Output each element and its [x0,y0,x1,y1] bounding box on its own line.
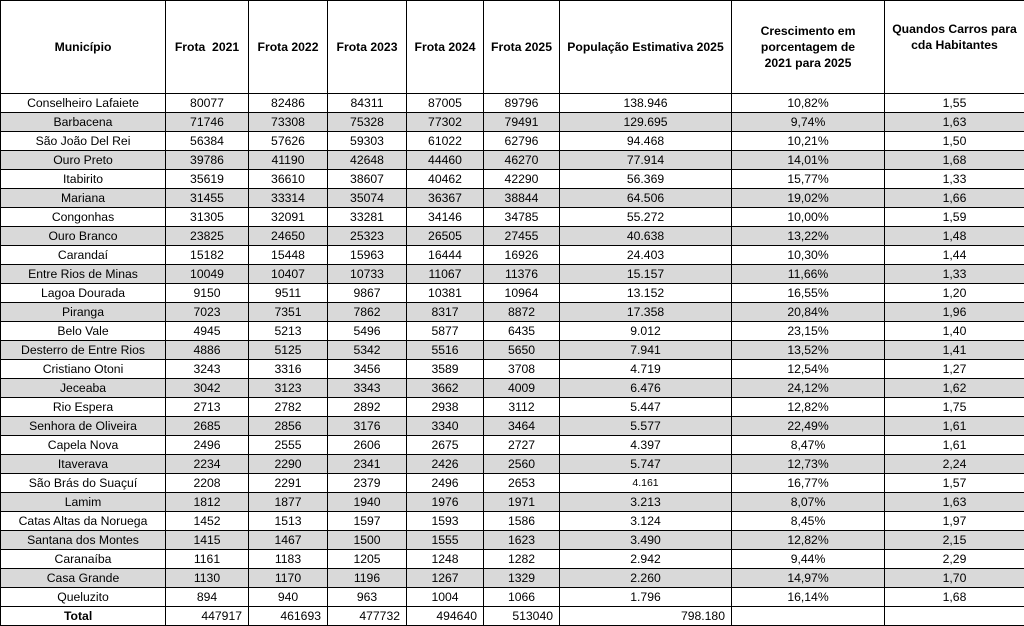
cell-frota-2021: 9150 [166,284,249,303]
cell-crescimento: 14,01% [732,151,885,170]
header-frota-2023: Frota 2023 [328,1,407,94]
cell-frota-2022: 5125 [249,341,328,360]
cell-carros-por-habitante: 1,96 [885,303,1024,322]
cell-populacao: 3.124 [560,512,732,531]
cell-crescimento: 14,97% [732,569,885,588]
cell-crescimento: 10,21% [732,132,885,151]
cell-crescimento: 10,30% [732,246,885,265]
cell-frota-2024: 3589 [407,360,484,379]
cell-carros-por-habitante: 1,59 [885,208,1024,227]
cell-municipio: Lagoa Dourada [1,284,166,303]
cell-populacao: 4.161 [560,474,732,493]
cell-frota-2022: 9511 [249,284,328,303]
cell-frota-2025: 10964 [484,284,560,303]
cell-carros-por-habitante: 2,24 [885,455,1024,474]
cell-frota-2024: 2426 [407,455,484,474]
cell-frota-2022: 41190 [249,151,328,170]
cell-populacao: 55.272 [560,208,732,227]
cell-frota-2023: 25323 [328,227,407,246]
cell-frota-2023: 59303 [328,132,407,151]
cell-frota-2023: 2341 [328,455,407,474]
cell-populacao: 2.260 [560,569,732,588]
cell-frota-2022: 15448 [249,246,328,265]
table-row [1,132,1024,151]
cell-frota-2022: 2290 [249,455,328,474]
total-frota-2021: 447917 [166,607,249,626]
table-row [1,284,1024,303]
cell-frota-2025: 38844 [484,189,560,208]
cell-crescimento: 13,52% [732,341,885,360]
cell-municipio: Ouro Branco [1,227,166,246]
cell-frota-2024: 5877 [407,322,484,341]
cell-frota-2025: 42290 [484,170,560,189]
cell-populacao: 5.747 [560,455,732,474]
cell-frota-2021: 56384 [166,132,249,151]
cell-crescimento: 24,12% [732,379,885,398]
cell-municipio: Conselheiro Lafaiete [1,94,166,113]
table-row [1,455,1024,474]
cell-frota-2023: 1500 [328,531,407,550]
cell-populacao: 3.213 [560,493,732,512]
table-row [1,341,1024,360]
cell-frota-2023: 5342 [328,341,407,360]
cell-frota-2025: 79491 [484,113,560,132]
cell-frota-2025: 1282 [484,550,560,569]
cell-populacao: 6.476 [560,379,732,398]
cell-populacao: 4.397 [560,436,732,455]
cell-frota-2025: 62796 [484,132,560,151]
cell-frota-2024: 1267 [407,569,484,588]
cell-populacao: 94.468 [560,132,732,151]
cell-frota-2021: 31305 [166,208,249,227]
cell-crescimento: 13,22% [732,227,885,246]
cell-frota-2021: 3042 [166,379,249,398]
cell-frota-2022: 1170 [249,569,328,588]
cell-municipio: Congonhas [1,208,166,227]
cell-carros-por-habitante: 1,97 [885,512,1024,531]
cell-frota-2022: 73308 [249,113,328,132]
cell-frota-2023: 1597 [328,512,407,531]
cell-carros-por-habitante: 1,41 [885,341,1024,360]
cell-frota-2022: 5213 [249,322,328,341]
cell-crescimento: 20,84% [732,303,885,322]
cell-populacao: 3.490 [560,531,732,550]
cell-frota-2022: 24650 [249,227,328,246]
cell-frota-2024: 2675 [407,436,484,455]
cell-frota-2025: 1329 [484,569,560,588]
cell-populacao: 77.914 [560,151,732,170]
cell-crescimento: 11,66% [732,265,885,284]
cell-crescimento: 9,44% [732,550,885,569]
cell-crescimento: 10,00% [732,208,885,227]
total-frota-2024: 494640 [407,607,484,626]
cell-frota-2024: 34146 [407,208,484,227]
cell-frota-2025: 5650 [484,341,560,360]
cell-municipio: Belo Vale [1,322,166,341]
cell-frota-2021: 15182 [166,246,249,265]
cell-frota-2021: 2496 [166,436,249,455]
cell-frota-2025: 2653 [484,474,560,493]
cell-frota-2021: 1130 [166,569,249,588]
table-row [1,550,1024,569]
cell-frota-2022: 940 [249,588,328,607]
table-row [1,398,1024,417]
cell-municipio: Itaverava [1,455,166,474]
cell-frota-2025: 3112 [484,398,560,417]
cell-carros-por-habitante: 1,50 [885,132,1024,151]
cell-municipio: Santana dos Montes [1,531,166,550]
cell-frota-2023: 15963 [328,246,407,265]
table-row [1,512,1024,531]
cell-frota-2025: 46270 [484,151,560,170]
cell-municipio: Rio Espera [1,398,166,417]
cell-frota-2024: 26505 [407,227,484,246]
cell-frota-2024: 1248 [407,550,484,569]
cell-carros-por-habitante: 1,62 [885,379,1024,398]
cell-frota-2024: 44460 [407,151,484,170]
table-row [1,151,1024,170]
table-row [1,417,1024,436]
cell-frota-2024: 8317 [407,303,484,322]
header-frota-2024: Frota 2024 [407,1,484,94]
cell-frota-2024: 11067 [407,265,484,284]
cell-carros-por-habitante: 1,75 [885,398,1024,417]
cell-frota-2023: 1205 [328,550,407,569]
cell-populacao: 17.358 [560,303,732,322]
total-populacao: 798.180 [560,607,732,626]
cell-frota-2024: 10381 [407,284,484,303]
cell-populacao: 64.506 [560,189,732,208]
cell-municipio: Casa Grande [1,569,166,588]
cell-carros-por-habitante: 1,61 [885,417,1024,436]
cell-frota-2021: 894 [166,588,249,607]
cell-frota-2025: 1623 [484,531,560,550]
cell-carros-por-habitante: 1,61 [885,436,1024,455]
table-row [1,303,1024,322]
cell-municipio: Senhora de Oliveira [1,417,166,436]
cell-crescimento: 19,02% [732,189,885,208]
total-label: Total [1,607,166,626]
cell-populacao: 13.152 [560,284,732,303]
cell-frota-2021: 4886 [166,341,249,360]
cell-frota-2022: 82486 [249,94,328,113]
cell-frota-2022: 33314 [249,189,328,208]
cell-frota-2025: 2727 [484,436,560,455]
cell-frota-2021: 80077 [166,94,249,113]
cell-frota-2023: 7862 [328,303,407,322]
cell-frota-2024: 3340 [407,417,484,436]
header-carros-por-habitante: Quandos Carros para cda Habitantes [885,1,1024,94]
cell-frota-2024: 2938 [407,398,484,417]
cell-populacao: 40.638 [560,227,732,246]
cell-frota-2025: 8872 [484,303,560,322]
cell-carros-por-habitante: 1,40 [885,322,1024,341]
cell-frota-2023: 5496 [328,322,407,341]
cell-frota-2022: 1877 [249,493,328,512]
cell-carros-por-habitante: 1,63 [885,113,1024,132]
cell-populacao: 2.942 [560,550,732,569]
total-carros-empty [885,607,1024,626]
total-frota-2025: 513040 [484,607,560,626]
cell-carros-por-habitante: 1,33 [885,265,1024,284]
header-frota-2021: Frota 2021 [166,1,249,94]
cell-frota-2021: 3243 [166,360,249,379]
cell-frota-2021: 71746 [166,113,249,132]
cell-municipio: Lamim [1,493,166,512]
cell-populacao: 5.577 [560,417,732,436]
cell-frota-2025: 3464 [484,417,560,436]
table-row [1,474,1024,493]
cell-populacao: 1.796 [560,588,732,607]
cell-frota-2025: 1971 [484,493,560,512]
table-row [1,379,1024,398]
cell-frota-2023: 75328 [328,113,407,132]
cell-frota-2025: 6435 [484,322,560,341]
cell-frota-2022: 1183 [249,550,328,569]
cell-municipio: Catas Altas da Noruega [1,512,166,531]
table-row [1,322,1024,341]
cell-frota-2023: 2892 [328,398,407,417]
table-row [1,208,1024,227]
cell-frota-2023: 3176 [328,417,407,436]
cell-frota-2024: 87005 [407,94,484,113]
cell-carros-por-habitante: 1,48 [885,227,1024,246]
cell-frota-2021: 2208 [166,474,249,493]
cell-frota-2024: 36367 [407,189,484,208]
cell-frota-2021: 10049 [166,265,249,284]
table-body [1,94,1024,607]
table-row [1,227,1024,246]
cell-populacao: 9.012 [560,322,732,341]
table-row [1,113,1024,132]
cell-populacao: 7.941 [560,341,732,360]
cell-frota-2021: 2685 [166,417,249,436]
total-row [1,607,1024,626]
cell-crescimento: 12,82% [732,531,885,550]
cell-crescimento: 8,07% [732,493,885,512]
cell-frota-2025: 11376 [484,265,560,284]
cell-crescimento: 12,54% [732,360,885,379]
cell-frota-2022: 10407 [249,265,328,284]
cell-frota-2024: 1593 [407,512,484,531]
cell-frota-2024: 5516 [407,341,484,360]
cell-frota-2023: 3343 [328,379,407,398]
cell-carros-por-habitante: 1,33 [885,170,1024,189]
cell-populacao: 56.369 [560,170,732,189]
cell-frota-2023: 1196 [328,569,407,588]
cell-crescimento: 8,47% [732,436,885,455]
table-row [1,531,1024,550]
cell-municipio: Cristiano Otoni [1,360,166,379]
cell-municipio: Carandaí [1,246,166,265]
cell-municipio: Desterro de Entre Rios [1,341,166,360]
header-row [1,1,1024,94]
cell-carros-por-habitante: 1,70 [885,569,1024,588]
cell-frota-2022: 2782 [249,398,328,417]
header-frota-2025: Frota 2025 [484,1,560,94]
cell-frota-2025: 1066 [484,588,560,607]
cell-frota-2023: 1940 [328,493,407,512]
cell-frota-2022: 32091 [249,208,328,227]
cell-frota-2024: 16444 [407,246,484,265]
cell-crescimento: 12,82% [732,398,885,417]
total-crescimento-empty [732,607,885,626]
cell-frota-2022: 2856 [249,417,328,436]
table-row [1,170,1024,189]
cell-frota-2022: 3316 [249,360,328,379]
cell-crescimento: 23,15% [732,322,885,341]
cell-municipio: Queluzito [1,588,166,607]
cell-frota-2024: 77302 [407,113,484,132]
cell-frota-2025: 89796 [484,94,560,113]
cell-carros-por-habitante: 2,29 [885,550,1024,569]
cell-crescimento: 12,73% [732,455,885,474]
cell-municipio: Piranga [1,303,166,322]
table-row [1,265,1024,284]
cell-frota-2021: 1452 [166,512,249,531]
cell-municipio: Ouro Preto [1,151,166,170]
cell-frota-2021: 2713 [166,398,249,417]
table-row [1,189,1024,208]
cell-frota-2025: 2560 [484,455,560,474]
cell-frota-2022: 1513 [249,512,328,531]
cell-crescimento: 10,82% [732,94,885,113]
cell-frota-2024: 1555 [407,531,484,550]
cell-frota-2021: 4945 [166,322,249,341]
cell-populacao: 15.157 [560,265,732,284]
cell-frota-2021: 31455 [166,189,249,208]
cell-frota-2022: 2291 [249,474,328,493]
cell-municipio: Capela Nova [1,436,166,455]
cell-municipio: Entre Rios de Minas [1,265,166,284]
cell-municipio: Caranaíba [1,550,166,569]
cell-frota-2023: 9867 [328,284,407,303]
cell-frota-2025: 3708 [484,360,560,379]
cell-populacao: 129.695 [560,113,732,132]
cell-frota-2024: 61022 [407,132,484,151]
total-frota-2023: 477732 [328,607,407,626]
cell-crescimento: 8,45% [732,512,885,531]
cell-municipio: Barbacena [1,113,166,132]
cell-frota-2021: 23825 [166,227,249,246]
cell-municipio: São Brás do Suaçuí [1,474,166,493]
cell-frota-2024: 40462 [407,170,484,189]
cell-frota-2024: 2496 [407,474,484,493]
cell-carros-por-habitante: 1,66 [885,189,1024,208]
cell-frota-2025: 1586 [484,512,560,531]
total-frota-2022: 461693 [249,607,328,626]
cell-carros-por-habitante: 1,55 [885,94,1024,113]
cell-crescimento: 16,77% [732,474,885,493]
cell-frota-2024: 3662 [407,379,484,398]
cell-frota-2023: 84311 [328,94,407,113]
cell-municipio: Mariana [1,189,166,208]
cell-frota-2022: 57626 [249,132,328,151]
cell-carros-por-habitante: 1,68 [885,151,1024,170]
cell-frota-2023: 963 [328,588,407,607]
table-row [1,493,1024,512]
cell-frota-2023: 2379 [328,474,407,493]
cell-frota-2021: 39786 [166,151,249,170]
cell-frota-2024: 1976 [407,493,484,512]
cell-municipio: São João Del Rei [1,132,166,151]
table-row [1,436,1024,455]
cell-frota-2023: 38607 [328,170,407,189]
cell-municipio: Itabirito [1,170,166,189]
header-municipio: Município [1,1,166,94]
cell-populacao: 4.719 [560,360,732,379]
cell-frota-2023: 33281 [328,208,407,227]
cell-frota-2022: 2555 [249,436,328,455]
cell-carros-por-habitante: 1,20 [885,284,1024,303]
cell-frota-2022: 1467 [249,531,328,550]
cell-frota-2023: 35074 [328,189,407,208]
cell-frota-2025: 34785 [484,208,560,227]
cell-frota-2022: 7351 [249,303,328,322]
cell-carros-por-habitante: 1,68 [885,588,1024,607]
table-row [1,569,1024,588]
cell-frota-2021: 35619 [166,170,249,189]
cell-populacao: 138.946 [560,94,732,113]
table-row [1,246,1024,265]
cell-frota-2023: 10733 [328,265,407,284]
cell-frota-2021: 1415 [166,531,249,550]
cell-municipio: Jeceaba [1,379,166,398]
cell-frota-2023: 3456 [328,360,407,379]
cell-populacao: 24.403 [560,246,732,265]
cell-crescimento: 22,49% [732,417,885,436]
cell-frota-2022: 3123 [249,379,328,398]
cell-frota-2021: 2234 [166,455,249,474]
table-row [1,360,1024,379]
table-row [1,94,1024,113]
cell-populacao: 5.447 [560,398,732,417]
cell-crescimento: 16,14% [732,588,885,607]
cell-carros-por-habitante: 2,15 [885,531,1024,550]
cell-frota-2024: 1004 [407,588,484,607]
cell-carros-por-habitante: 1,57 [885,474,1024,493]
cell-crescimento: 9,74% [732,113,885,132]
header-crescimento: Crescimento em porcentagem de 2021 para 2025 [732,1,885,94]
cell-carros-por-habitante: 1,63 [885,493,1024,512]
cell-frota-2025: 16926 [484,246,560,265]
cell-carros-por-habitante: 1,27 [885,360,1024,379]
header-frota-2022: Frota 2022 [249,1,328,94]
cell-frota-2021: 1161 [166,550,249,569]
cell-frota-2025: 4009 [484,379,560,398]
cell-frota-2022: 36610 [249,170,328,189]
cell-frota-2021: 1812 [166,493,249,512]
cell-frota-2021: 7023 [166,303,249,322]
cell-frota-2025: 27455 [484,227,560,246]
cell-frota-2023: 42648 [328,151,407,170]
cell-carros-por-habitante: 1,44 [885,246,1024,265]
cell-crescimento: 16,55% [732,284,885,303]
cell-frota-2023: 2606 [328,436,407,455]
cell-crescimento: 15,77% [732,170,885,189]
header-populacao: População Estimativa 2025 [560,1,732,94]
